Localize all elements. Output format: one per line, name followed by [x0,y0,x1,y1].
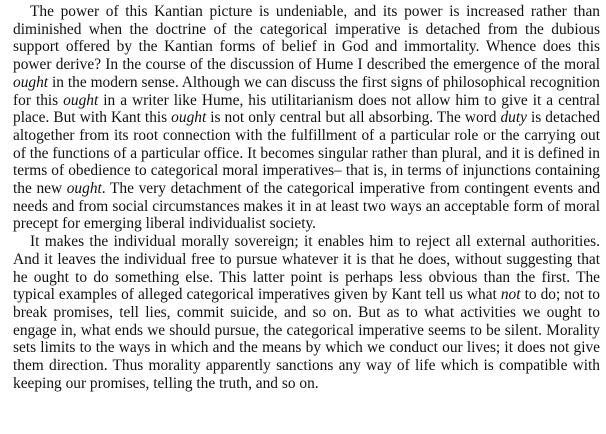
text-segment: It makes the individual morally sovereign; it enables him to reject all external authorities. And it leaves the individual free to pursue whatever it is that he does, without suggesting that he ought to do something else. This latter point is perhaps less obvious than the first. The typical examples of alleged categorical imperatives given by Kant tell us what [13,233,600,304]
italic-term-duty: duty [500,109,527,127]
text-segment: is not only central but all absorbing. The word [206,109,501,127]
paragraph-moral-sovereignty [13,233,600,392]
italic-term-ought: ought [66,180,102,198]
text-segment: to do; not to break promises, tell lies, commit suicide, and so on. But as to what activities we ought to engage in, what ends we should pursue, the categorical imperative seems to be silent. Morality sets limits to the ways in which and the means by which we conduct our lives; it does not give them direction. Thus morality apparently sanctions any way of life which is compatible with keeping our promises, telling the truth, and so on. [13,286,600,392]
text-segment: . The very detachment of the categorical imperative from contingent events and needs and from social circumstances makes it in at least two ways an acceptable form of moral precept for emerging liberal individualist society. [13,180,600,233]
text-segment: is detached altogether from its root connection with the fulfillment of a particular role or the carrying out of the functions of a particular office. It becomes singular rather than plural, and it is defined in terms of obedience to categorical moral imperatives– that is, in terms of injunctions containing the new [13,109,600,198]
italic-term-ought: ought [63,91,99,109]
italic-term-ought: ought [171,109,207,127]
text-segment: in a writer like Hume, his utilitarianism does not allow him to give it a central place. But with Kant this [13,91,600,127]
text-segment: The power of this Kantian picture is undeniable, and its power is increased rather than diminished when the doctrine of the categorical imperative is detached from the dubious support offered by the Kantian forms of belief in God and immortality. Whence does this power derive? In the course of the discussion of Hume I described the emergence of the moral [13,3,600,74]
italic-term-ought: ought [13,73,49,91]
italic-term-not: not [500,286,521,304]
document-page [13,3,600,392]
text-segment: in the modern sense. Although we can discuss the first signs of philosophical recognition for this [13,73,600,109]
paragraph-kantian-picture [13,3,600,233]
